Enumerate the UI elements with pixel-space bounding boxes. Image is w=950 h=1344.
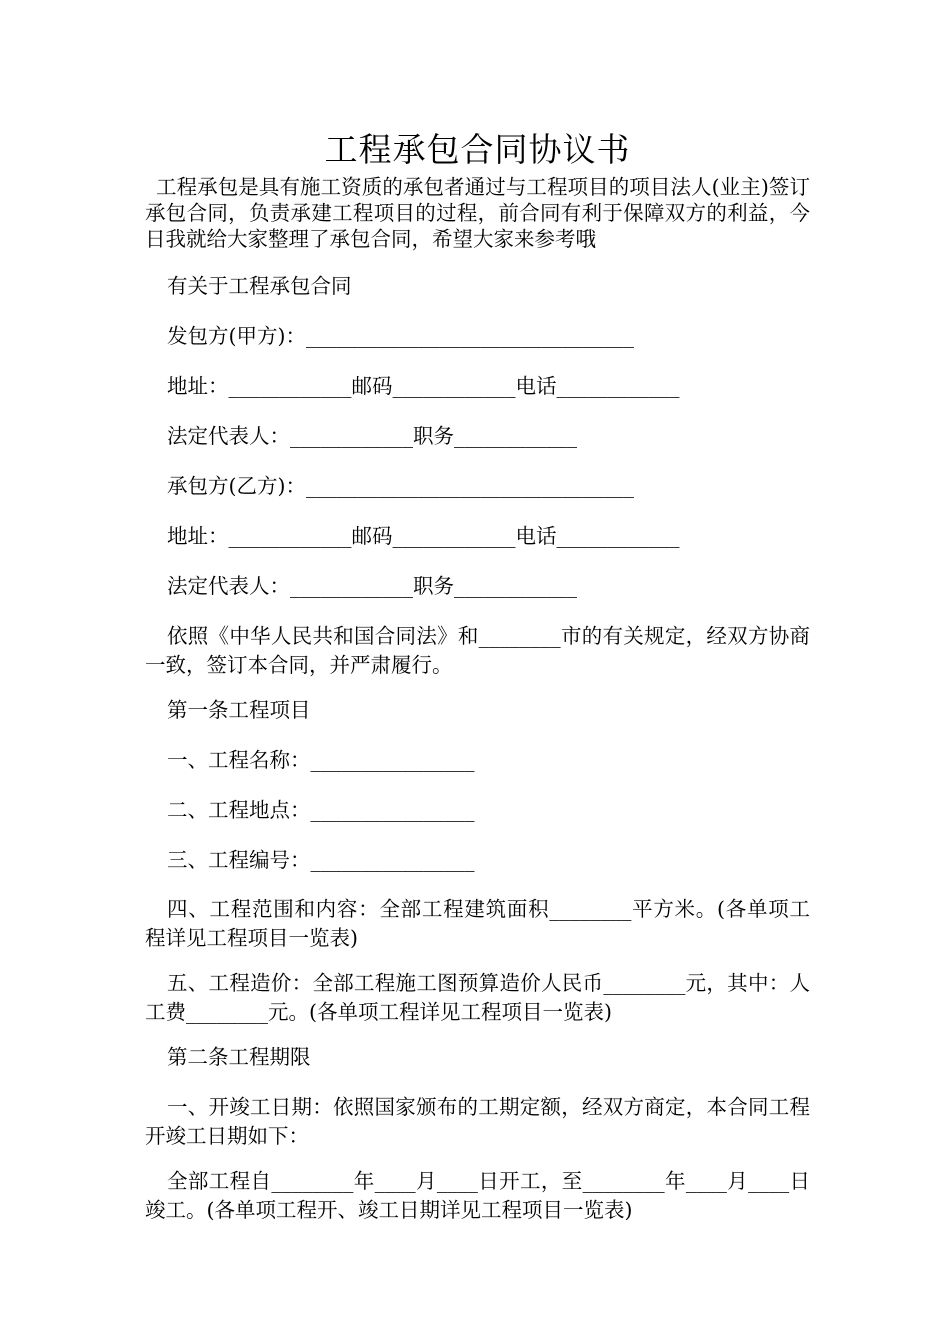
party-a-address-line: 地址：____________邮码____________电话____________	[167, 374, 680, 398]
party-b-representative-line: 法定代表人：____________职务____________	[167, 574, 577, 598]
project-name-line: 一、工程名称：________________	[167, 748, 475, 772]
article-two-heading: 第二条工程期限	[167, 1045, 311, 1069]
party-b-line: 承包方(乙方)：________________________________	[167, 474, 634, 498]
document-title: 工程承包合同协议书	[324, 130, 631, 169]
party-a-representative-line: 法定代表人：____________职务____________	[167, 424, 577, 448]
contract-basis-paragraph: 依照《中华人民共和国合同法》和________市的有关规定，经双方协商一致，签订本合同，并严肃履行。	[145, 624, 810, 677]
project-cost-paragraph: 五、工程造价：全部工程施工图预算造价人民币________元，其中：人工费________元。(各单项工程详见工程项目一览表)	[145, 971, 810, 1024]
project-scope-paragraph: 四、工程范围和内容：全部工程建筑面积________平方米。(各单项工程详见工程项目一览表)	[145, 897, 810, 950]
party-a-line: 发包方(甲方)：________________________________	[167, 324, 634, 348]
schedule-paragraph: 一、开竣工日期：依照国家颁布的工期定额，经双方商定，本合同工程开竣工日期如下：	[145, 1095, 810, 1148]
intro-paragraph: 工程承包是具有施工资质的承包者通过与工程项目的项目法人(业主)签订承包合同，负责承建工程项目的过程，前合同有利于保障双方的利益，今日我就给大家整理了承包合同，希望大家来参考哦	[145, 175, 810, 251]
section-heading: 有关于工程承包合同	[167, 274, 352, 298]
article-one-heading: 第一条工程项目	[167, 698, 311, 722]
dates-paragraph: 全部工程自________年____月____日开工，至________年____月____日竣工。(各单项工程开、竣工日期详见工程项目一览表)	[145, 1169, 810, 1222]
party-b-address-line: 地址：____________邮码____________电话____________	[167, 524, 680, 548]
project-location-line: 二、工程地点：________________	[167, 798, 475, 822]
document-page	[145, 0, 810, 1344]
project-number-line: 三、工程编号：________________	[167, 848, 475, 872]
